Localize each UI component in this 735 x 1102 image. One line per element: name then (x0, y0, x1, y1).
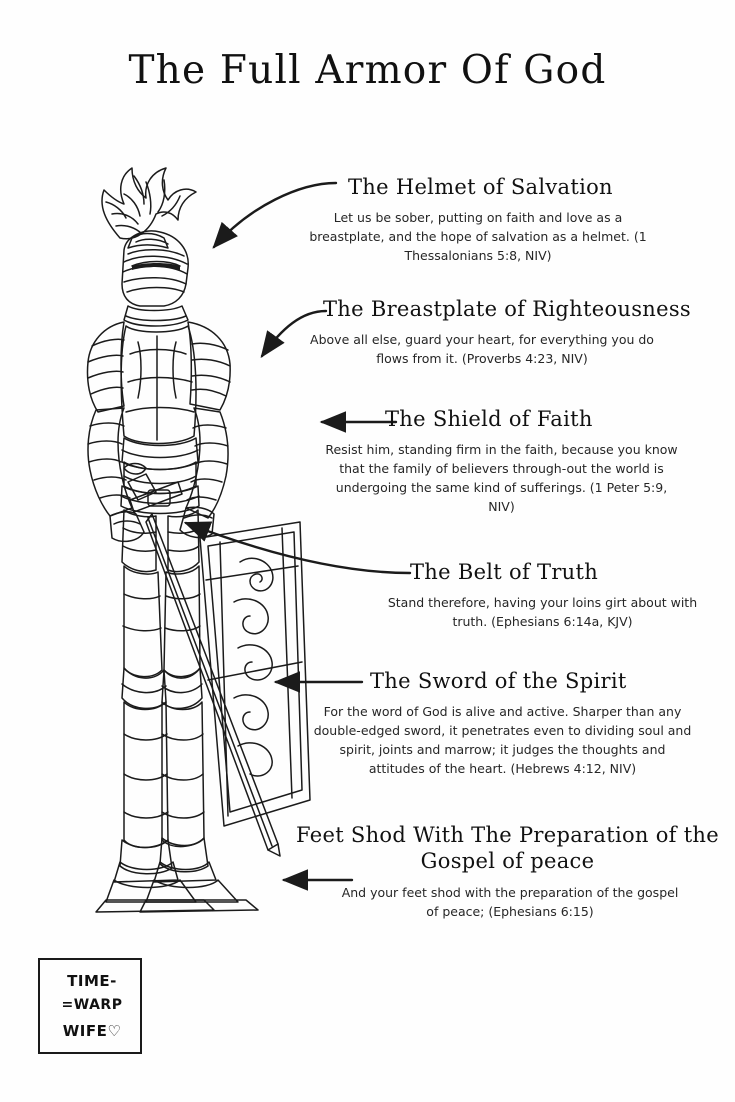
callout-verse: Let us be sober, putting on faith and love as a breastplate, and the hope of salvation as a helmet. (1 Thessalonians 5:8, NIV) (309, 210, 647, 264)
callout-heading: The Breastplate of Righteousness (323, 297, 691, 321)
callout-heading: Feet Shod With The Preparation of the Gospel of peace (296, 823, 719, 874)
callout-heading: The Belt of Truth (410, 560, 599, 584)
logo-line-3: WIFE♡ (62, 1022, 122, 1040)
callout-heading: The Sword of the Spirit (370, 669, 627, 693)
callout-sword-of-the-spirit (290, 668, 720, 778)
callout-verse: Resist him, standing firm in the faith, because you know that the family of believers through-out the world is undergoing the same kind of sufferings. (1 Peter 5:9, NIV) (325, 442, 678, 515)
callout-verse: And your feet shod with the preparation of the gospel of peace; (Ephesians 6:15) (341, 884, 679, 919)
logo-line-2: =WARP (61, 997, 123, 1013)
callout-heading: The Helmet of Salvation (348, 175, 613, 199)
callout-feet-shod-with-preparation-of-gospel-of-peace (295, 822, 720, 921)
callout-belt-of-truth (330, 559, 710, 631)
callout-breastplate-of-righteousness (275, 296, 715, 368)
callout-heading: The Shield of Faith (385, 407, 593, 431)
callout-verse: Stand therefore, having your loins girt about with truth. (Ephesians 6:14a, KJV) (387, 595, 698, 630)
page-title: The Full Armor Of God (128, 48, 607, 93)
time-warp-wife-logo (38, 958, 142, 1054)
callout-verse: For the word of God is alive and active. Sharper than any double-edged sword, it penetrates even to dividing soul and spirit, joints and marrow; it judges the thoughts and attitudes of the heart. (Hebrews 4:12, NIV) (313, 704, 692, 777)
callout-helmet-of-salvation (288, 174, 708, 265)
callout-shield-of-faith (300, 406, 710, 516)
logo-line-1: TIME- (67, 972, 117, 990)
callout-verse: Above all else, guard your heart, for everything you do flows from it. (Proverbs 4:23, NIV) (310, 332, 654, 367)
